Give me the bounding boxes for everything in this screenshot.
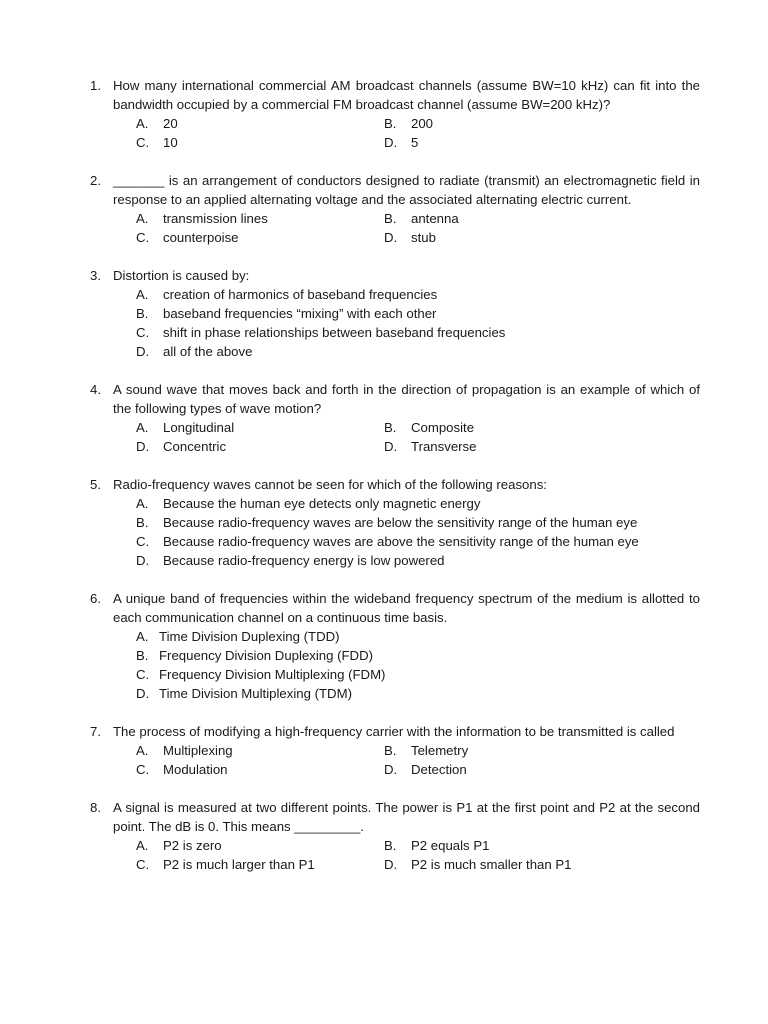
option-c: [136, 437, 226, 456]
option-letter: C.: [136, 325, 150, 340]
question-number: 5.: [90, 477, 101, 492]
option-b: [384, 741, 468, 760]
option-letter: B.: [136, 306, 149, 321]
question-3-options: [0, 285, 768, 361]
option-b: [384, 114, 433, 133]
question-number: 4.: [90, 382, 101, 397]
option-text: all of the above: [163, 344, 253, 359]
option-text: transmission lines: [163, 211, 268, 226]
question-6-options: [0, 627, 768, 703]
question-6: [0, 589, 768, 703]
question-text: Radio-frequency waves cannot be seen for which of the following reasons:: [113, 477, 547, 492]
option-text: P2 equals P1: [411, 838, 490, 853]
option-text: 10: [163, 135, 178, 150]
option-c: [136, 760, 228, 779]
option-a: [136, 418, 234, 437]
option-letter: D.: [136, 344, 150, 359]
option-letter: D.: [384, 762, 398, 777]
option-letter: C.: [136, 667, 150, 682]
option-text: Frequency Division Multiplexing (FDM): [159, 667, 386, 682]
option-text: Because the human eye detects only magnetic energy: [163, 496, 481, 511]
option-letter: B.: [136, 515, 149, 530]
option-letter: D.: [384, 135, 398, 150]
option-d: [384, 760, 467, 779]
option-d: [136, 342, 768, 361]
option-c: [136, 532, 768, 551]
option-text: Because radio-frequency waves are above the sensitivity range of the human eye: [163, 534, 639, 549]
option-text: Longitudinal: [163, 420, 235, 435]
question-3-stem: [0, 266, 700, 285]
option-letter: A.: [136, 838, 149, 853]
option-text: antenna: [411, 211, 459, 226]
question-text: How many international commercial AM broadcast channels (assume BW=10 kHz) can fit into the bandwidth occupied by a commercial FM broadcast channel (assume BW=200 kHz)?: [113, 78, 700, 112]
question-number: 6.: [90, 591, 101, 606]
question-text: A sound wave that moves back and forth in the direction of propagation is an example of which of the following types of wave motion?: [113, 382, 700, 416]
option-letter: A.: [136, 287, 149, 302]
option-d: [136, 551, 768, 570]
option-text: creation of harmonics of baseband frequencies: [163, 287, 438, 302]
option-letter: D.: [384, 439, 398, 454]
question-text: The process of modifying a high-frequency carrier with the information to be transmitted is called: [113, 724, 675, 739]
option-b: [384, 418, 474, 437]
option-text: 20: [163, 116, 178, 131]
option-text: Transverse: [411, 439, 477, 454]
option-letter: B.: [384, 838, 397, 853]
question-5: [0, 475, 768, 570]
option-text: Because radio-frequency energy is low powered: [163, 553, 445, 568]
question-text: _______ is an arrangement of conductors designed to radiate (transmit) an electromagnetic field in response to an applied alternating voltage and the associated alternating electric current.: [113, 173, 700, 207]
option-b: [384, 209, 459, 228]
option-text: stub: [411, 230, 436, 245]
question-3: [0, 266, 768, 361]
question-2-stem: [0, 171, 700, 209]
question-number: 7.: [90, 724, 101, 739]
option-text: Modulation: [163, 762, 228, 777]
option-text: Frequency Division Duplexing (FDD): [159, 648, 374, 663]
question-4-options: [0, 418, 768, 456]
question-number: 3.: [90, 268, 101, 283]
option-text: 200: [411, 116, 434, 131]
option-text: P2 is much smaller than P1: [411, 857, 572, 872]
option-letter: D.: [136, 553, 150, 568]
option-text: Concentric: [163, 439, 227, 454]
question-1: [0, 76, 768, 152]
option-c: [136, 665, 768, 684]
question-number: 8.: [90, 800, 101, 815]
option-b: [136, 304, 768, 323]
option-letter: A.: [136, 743, 149, 758]
option-d: [384, 133, 418, 152]
question-7-stem: [0, 722, 700, 741]
option-a: [136, 285, 768, 304]
option-d: [384, 437, 476, 456]
option-letter: A.: [136, 420, 149, 435]
option-a: [136, 627, 768, 646]
question-number: 2.: [90, 173, 101, 188]
option-c: [136, 323, 768, 342]
option-text: P2 is zero: [163, 838, 222, 853]
option-text: Time Division Duplexing (TDD): [159, 629, 340, 644]
question-4: [0, 380, 768, 456]
option-text: Composite: [411, 420, 475, 435]
question-text: A signal is measured at two different points. The power is P1 at the first point and P2 at the second point. The dB is 0. This means _________.: [113, 800, 700, 834]
question-2: [0, 171, 768, 247]
option-letter: B.: [136, 648, 149, 663]
option-text: Multiplexing: [163, 743, 233, 758]
option-letter: C.: [136, 857, 150, 872]
option-c: [136, 855, 315, 874]
question-text: Distortion is caused by:: [113, 268, 250, 283]
option-text: shift in phase relationships between baseband frequencies: [163, 325, 506, 340]
option-d: [136, 684, 768, 703]
option-letter: D.: [384, 230, 398, 245]
question-6-stem: [0, 589, 700, 627]
option-text: counterpoise: [163, 230, 239, 245]
option-text: baseband frequencies “mixing” with each other: [163, 306, 437, 321]
option-letter: C.: [136, 762, 150, 777]
option-text: Because radio-frequency waves are below the sensitivity range of the human eye: [163, 515, 638, 530]
option-letter: D.: [384, 857, 398, 872]
option-letter: A.: [136, 496, 149, 511]
question-8: [0, 798, 768, 874]
question-1-options: [0, 114, 768, 152]
option-letter: C.: [136, 135, 150, 150]
question-5-stem: [0, 475, 700, 494]
question-4-stem: [0, 380, 700, 418]
question-8-stem: [0, 798, 700, 836]
quiz-page: [0, 76, 768, 893]
question-5-options: [0, 494, 768, 570]
question-number: 1.: [90, 78, 101, 93]
option-a: [136, 114, 178, 133]
option-letter: A.: [136, 116, 149, 131]
option-b: [136, 513, 768, 532]
option-b: [136, 646, 768, 665]
question-7: [0, 722, 768, 779]
option-a: [136, 836, 222, 855]
question-text: A unique band of frequencies within the wideband frequency spectrum of the medium is allotted to each communication channel on a continuous time basis.: [113, 591, 700, 625]
option-text: Telemetry: [411, 743, 469, 758]
option-d: [384, 228, 436, 247]
option-letter: D.: [136, 686, 150, 701]
option-letter: A.: [136, 211, 149, 226]
option-c: [136, 133, 178, 152]
option-c: [136, 228, 239, 247]
option-a: [136, 494, 768, 513]
option-letter: C.: [136, 230, 150, 245]
option-text: P2 is much larger than P1: [163, 857, 315, 872]
option-d: [384, 855, 572, 874]
option-letter: B.: [384, 743, 397, 758]
question-1-stem: [0, 76, 700, 114]
option-letter: C.: [136, 534, 150, 549]
option-letter: B.: [384, 420, 397, 435]
question-8-options: [0, 836, 768, 874]
option-text: 5: [411, 135, 419, 150]
option-b: [384, 836, 489, 855]
option-letter: D.: [136, 439, 150, 454]
option-a: [136, 741, 233, 760]
option-letter: B.: [384, 211, 397, 226]
option-text: Time Division Multiplexing (TDM): [159, 686, 352, 701]
option-a: [136, 209, 268, 228]
option-letter: A.: [136, 629, 149, 644]
option-text: Detection: [411, 762, 467, 777]
option-letter: B.: [384, 116, 397, 131]
question-7-options: [0, 741, 768, 779]
question-2-options: [0, 209, 768, 247]
